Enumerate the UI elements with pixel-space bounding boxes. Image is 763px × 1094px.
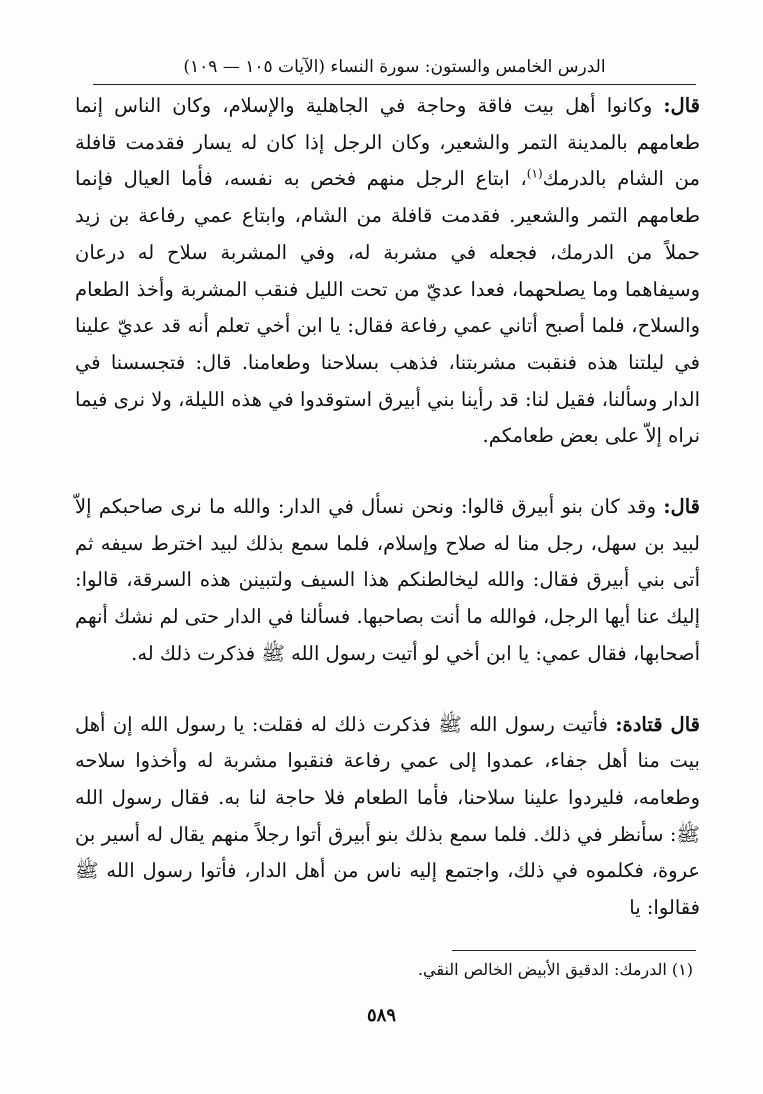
paragraph-lead: قال:	[663, 495, 700, 519]
main-text	[75, 88, 700, 927]
paragraph-text: وقد كان بنو أبيرق قالوا: ونحن نسأل في الدار: والله ما نرى صاحبكم إلاّ لبيد بن سهل، رجل منا له صلاح وإسلام، فلما سمع بذلك لبيد اخترط سيفه ثم أتى بني أبيرق فقال: والله ليخالطنكم هذا السيف ولتبينن هذه السرقة، قالوا: إليك عنا أيها الرجل، فوالله ما أنت بصاحبها. فسألنا في الدار حتى لم نشك أنهم أصحابها، فقال عمي: يا ابن أخي لو أتيت رسول الله ﷺ فذكرت ذلك له.	[75, 495, 700, 665]
paragraph-text-continued: ، ابتاع الرجل منهم فخص به نفسه، فأما العيال فإنما طعامهم التمر والشعير. فقدمت قافلة من الشام، وابتاع عمي رفاعة بن زيد حملاً من الدرمك، فجعله في مشربة له، وفي المشربة سلاح له درعان وسيفاهما وما يصلحهما، فعدا عديّ من تحت الليل فنقب المشربة وأخذ الطعام والسلاح، فلما أصبح أتاني عمي رفاعة فقال: يا ابن أخي تعلم أنه قد عديّ علينا في ليلتنا هذه فنقبت مشربتنا، فذهب بسلاحنا وطعامنا. قال: فتجسسنا في الدار وسألنا، فقيل لنا: قد رأينا بني أبيرق استوقدوا في هذه الليلة، ولا نرى فيما نراه إلاّ على بعض طعامكم.	[75, 167, 700, 448]
footnote: (١) الدرمك: الدقيق الأبيض الخالص النقي.	[417, 960, 693, 979]
page-number: ٥٨٩	[366, 1005, 396, 1026]
running-header: الدرس الخامس والستون: سورة النساء (الآيات ١٠٥ — ١٠٩)	[183, 57, 606, 77]
paragraph-lead: قال:	[663, 94, 700, 117]
paragraph-3	[75, 707, 700, 927]
paragraph-text: وكانوا أهل بيت فاقة وحاجة في الجاهلية والإسلام، وكان الناس إنما طعامهم بالمدينة التمر والشعير، وكان الرجل إذا كان له يسار فقدمت قافلة من الشام بالدرمك	[75, 94, 700, 191]
paragraph-lead: قال قتادة:	[615, 712, 700, 736]
footnote-reference[interactable]: (١)	[526, 166, 543, 181]
header-rule	[93, 84, 696, 85]
footnote-separator	[452, 950, 696, 951]
paragraph-1	[75, 88, 700, 455]
paragraph-2	[75, 489, 700, 673]
paragraph-text: فأتيت رسول الله ﷺ فذكرت ذلك له فقلت: يا رسول الله إن أهل بيت منا أهل جفاء، عمدوا إلى عمي رفاعة فنقبوا مشربة له وأخذوا سلاحه وطعامه، فليردوا علينا سلاحنا، فأما الطعام فلا حاجة لنا به. فقال رسول الله ﷺ: سأنظر في ذلك. فلما سمع بذلك بنو أبيرق أتوا رجلاً منهم يقال له أسير بن عروة، فكلموه في ذلك، واجتمع إليه ناس من أهل الدار، فأتوا رسول الله ﷺ فقالوا: يا	[75, 712, 700, 920]
